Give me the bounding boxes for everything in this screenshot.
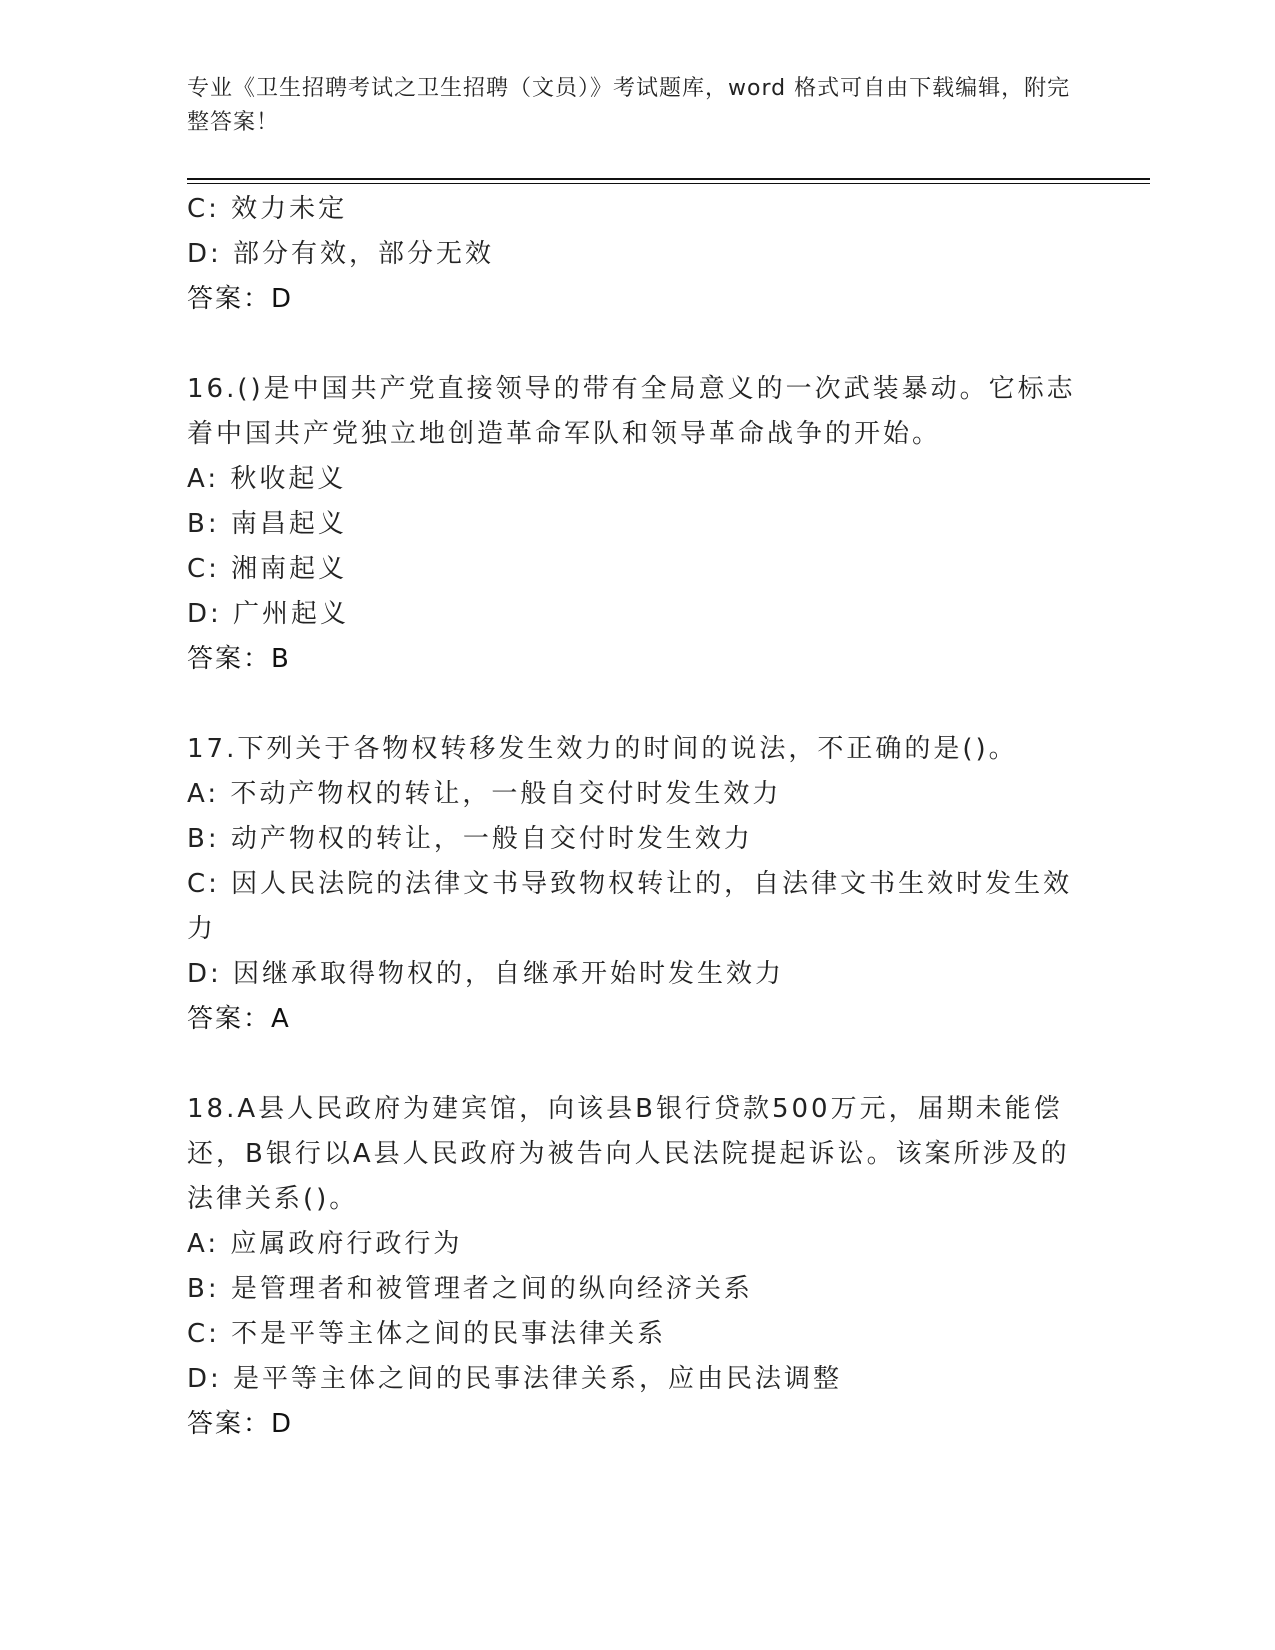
page-header [187, 72, 1087, 140]
option-d: D: 因继承取得物权的，自继承开始时发生效力 [187, 959, 785, 989]
header-text: 专业《卫生招聘考试之卫生招聘（文员）》考试题库，word 格式可自由下载编辑，附完整答案！ [187, 76, 1071, 135]
option-d: D: 是平等主体之间的民事法律关系，应由民法调整 [187, 1364, 843, 1394]
option-b: B: 动产物权的转让，一般自交付时发生效力 [187, 824, 753, 854]
question-stem: 18.A县人民政府为建宾馆，向该县B银行贷款500万元，届期未能偿还，B银行以A县人民政府为被告向人民法院提起诉讼。该案所涉及的法律关系()。 [187, 1094, 1070, 1214]
answer-label: 答案：A [187, 1004, 291, 1034]
spacer [187, 322, 1087, 367]
question-16 [187, 367, 1087, 682]
question-stem: 16.()是中国共产党直接领导的带有全局意义的一次武装暴动。它标志着中国共产党独立地创造革命军队和领导革命战争的开始。 [187, 374, 1076, 449]
option-a: A: 秋收起义 [187, 464, 347, 494]
option-a: A: 应属政府行政行为 [187, 1229, 463, 1259]
option-d: D: 广州起义 [187, 599, 350, 629]
spacer [187, 1042, 1087, 1087]
option-c: C: 不是平等主体之间的民事法律关系 [187, 1319, 667, 1349]
question-17 [187, 727, 1087, 1042]
header-divider [187, 178, 1150, 180]
option-b: B: 是管理者和被管理者之间的纵向经济关系 [187, 1274, 753, 1304]
question-stem: 17.下列关于各物权转移发生效力的时间的说法，不正确的是()。 [187, 734, 1018, 764]
option-b: B: 南昌起义 [187, 509, 347, 539]
option-c: C: 湘南起义 [187, 554, 348, 584]
answer-label: 答案：D [187, 284, 294, 314]
question-18 [187, 1087, 1087, 1447]
spacer [187, 682, 1087, 727]
option-c: C: 因人民法院的法律文书导致物权转让的，自法律文书生效时发生效力 [187, 869, 1073, 944]
answer-label: 答案：B [187, 644, 291, 674]
header-divider-thin [187, 183, 1150, 184]
option-d: D: 部分有效，部分无效 [187, 239, 495, 269]
question-15-tail [187, 187, 1087, 322]
option-a: A: 不动产物权的转让，一般自交付时发生效力 [187, 779, 782, 809]
option-c: C: 效力未定 [187, 194, 348, 224]
document-body [187, 187, 1087, 1447]
answer-label: 答案：D [187, 1409, 294, 1439]
